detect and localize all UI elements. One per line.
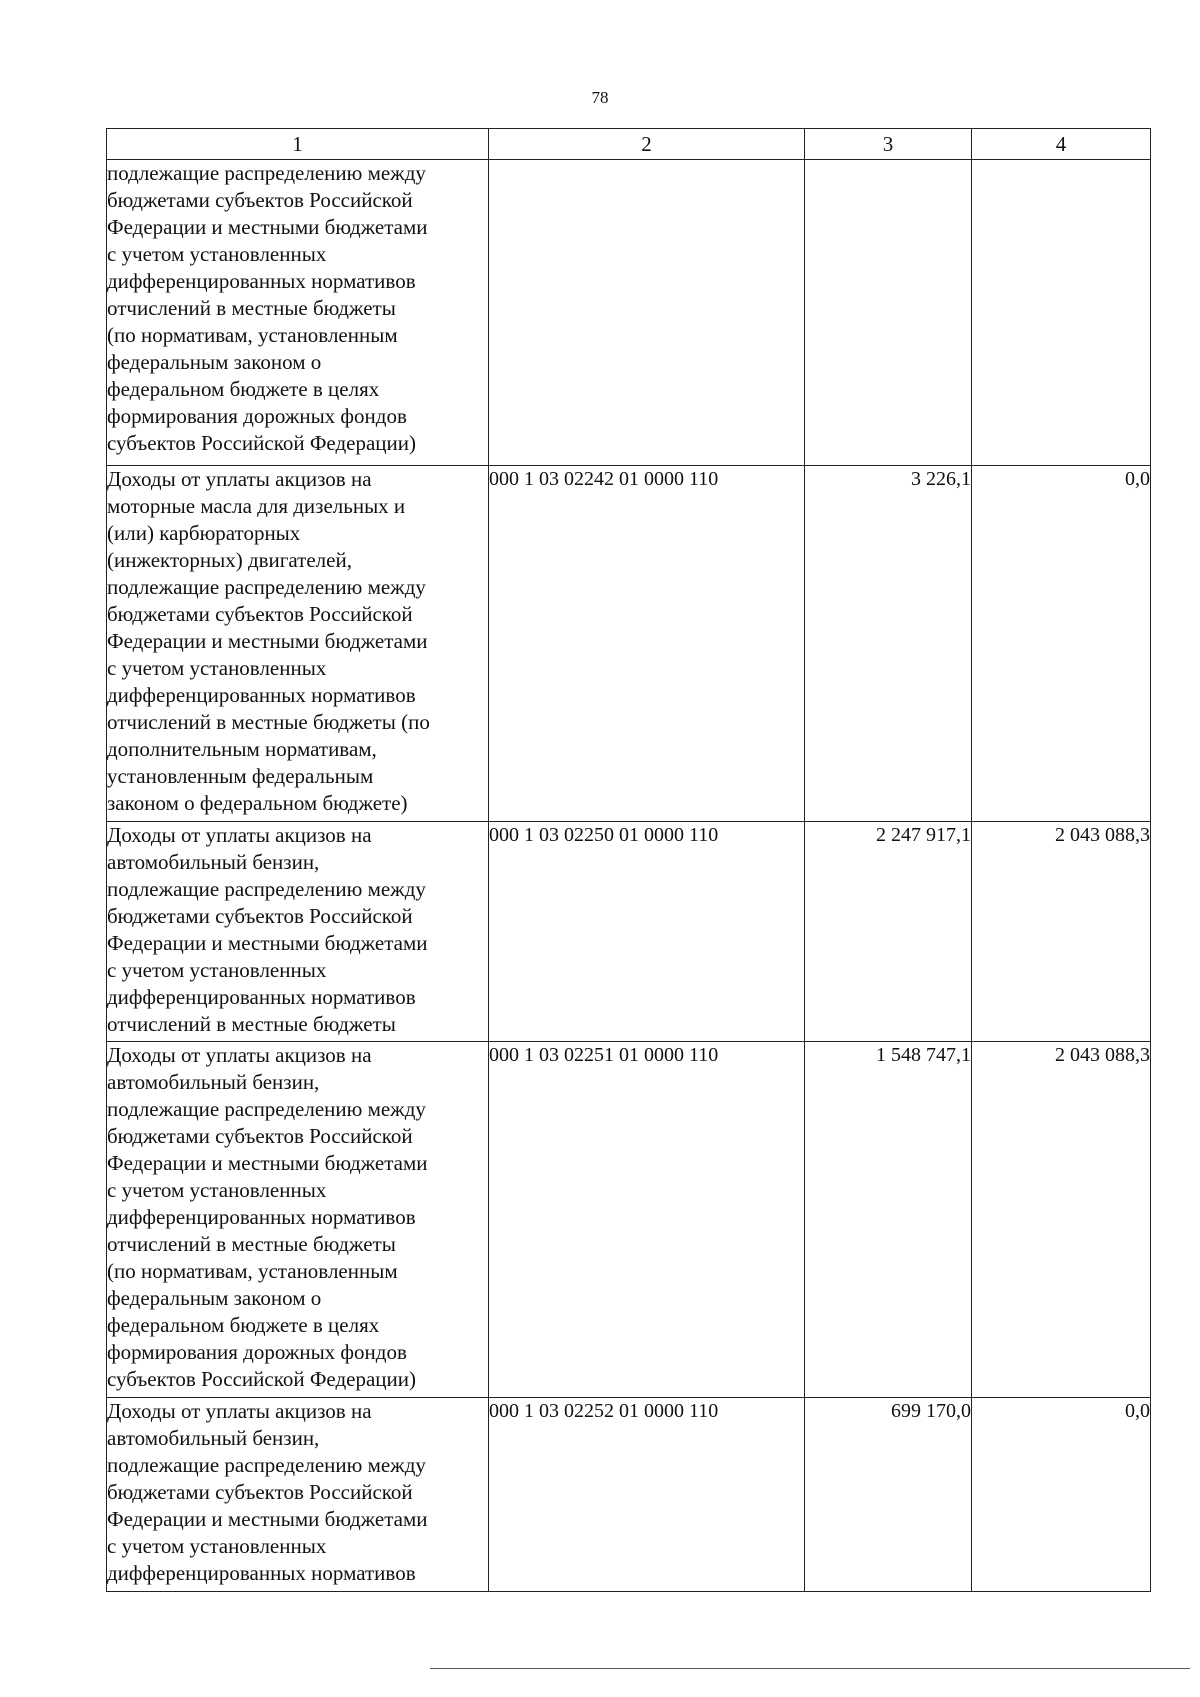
table-row	[107, 822, 1151, 1042]
row-description: Доходы от уплаты акцизов на автомобильный бензин, подлежащие распределению между бюджетами субъектов Российской Федерации и местными бюджетами с учетом установленных дифференцированных нормативов отчислений в местные бюджеты (по нормативам, установленным федеральным законом о федеральном бюджете в целях формирования дорожных фондов субъектов Российской Федерации)	[107, 1042, 489, 1398]
row-description: подлежащие распределению между бюджетами субъектов Российской Федерации и местными бюджетами с учетом установленных дифференцированных нормативов отчислений в местные бюджеты (по нормативам, установленным федеральным законом о федеральном бюджете в целях формирования дорожных фондов субъектов Российской Федерации)	[107, 160, 489, 466]
column-header-1: 1	[107, 129, 489, 160]
row-value-4: 2 043 088,3	[972, 1042, 1151, 1398]
column-header-2: 2	[489, 129, 805, 160]
row-description: Доходы от уплаты акцизов на моторные масла для дизельных и (или) карбюраторных (инжекторных) двигателей, подлежащие распределению между бюджетами субъектов Российской Федерации и местными бюджетами с учетом установленных дифференцированных нормативов отчислений в местные бюджеты (по дополнительным нормативам, установленным федеральным законом о федеральном бюджете)	[107, 466, 489, 822]
row-description: Доходы от уплаты акцизов на автомобильный бензин, подлежащие распределению между бюджетами субъектов Российской Федерации и местными бюджетами с учетом установленных дифференцированных нормативов отчислений в местные бюджеты	[107, 822, 489, 1042]
bottom-rule-divider	[430, 1668, 1190, 1669]
row-code: 000 1 03 02250 01 0000 110	[489, 822, 805, 1042]
table-row	[107, 466, 1151, 822]
row-value-3: 3 226,1	[805, 466, 972, 822]
row-code: 000 1 03 02251 01 0000 110	[489, 1042, 805, 1398]
column-header-3: 3	[805, 129, 972, 160]
table-header-row	[107, 129, 1151, 160]
row-value-4: 0,0	[972, 1398, 1151, 1592]
row-code: 000 1 03 02252 01 0000 110	[489, 1398, 805, 1592]
table-row	[107, 160, 1151, 466]
row-code	[489, 160, 805, 466]
row-value-3: 699 170,0	[805, 1398, 972, 1592]
row-description: Доходы от уплаты акцизов на автомобильный бензин, подлежащие распределению между бюджетами субъектов Российской Федерации и местными бюджетами с учетом установленных дифференцированных нормативов	[107, 1398, 489, 1592]
table-row	[107, 1398, 1151, 1592]
row-value-4: 0,0	[972, 466, 1151, 822]
table-row	[107, 1042, 1151, 1398]
row-value-3	[805, 160, 972, 466]
revenue-table	[106, 128, 1151, 1592]
row-value-3: 2 247 917,1	[805, 822, 972, 1042]
page-number: 78	[591, 88, 609, 107]
row-value-4: 2 043 088,3	[972, 822, 1151, 1042]
column-header-4: 4	[972, 129, 1151, 160]
row-code: 000 1 03 02242 01 0000 110	[489, 466, 805, 822]
row-value-3: 1 548 747,1	[805, 1042, 972, 1398]
row-value-4	[972, 160, 1151, 466]
